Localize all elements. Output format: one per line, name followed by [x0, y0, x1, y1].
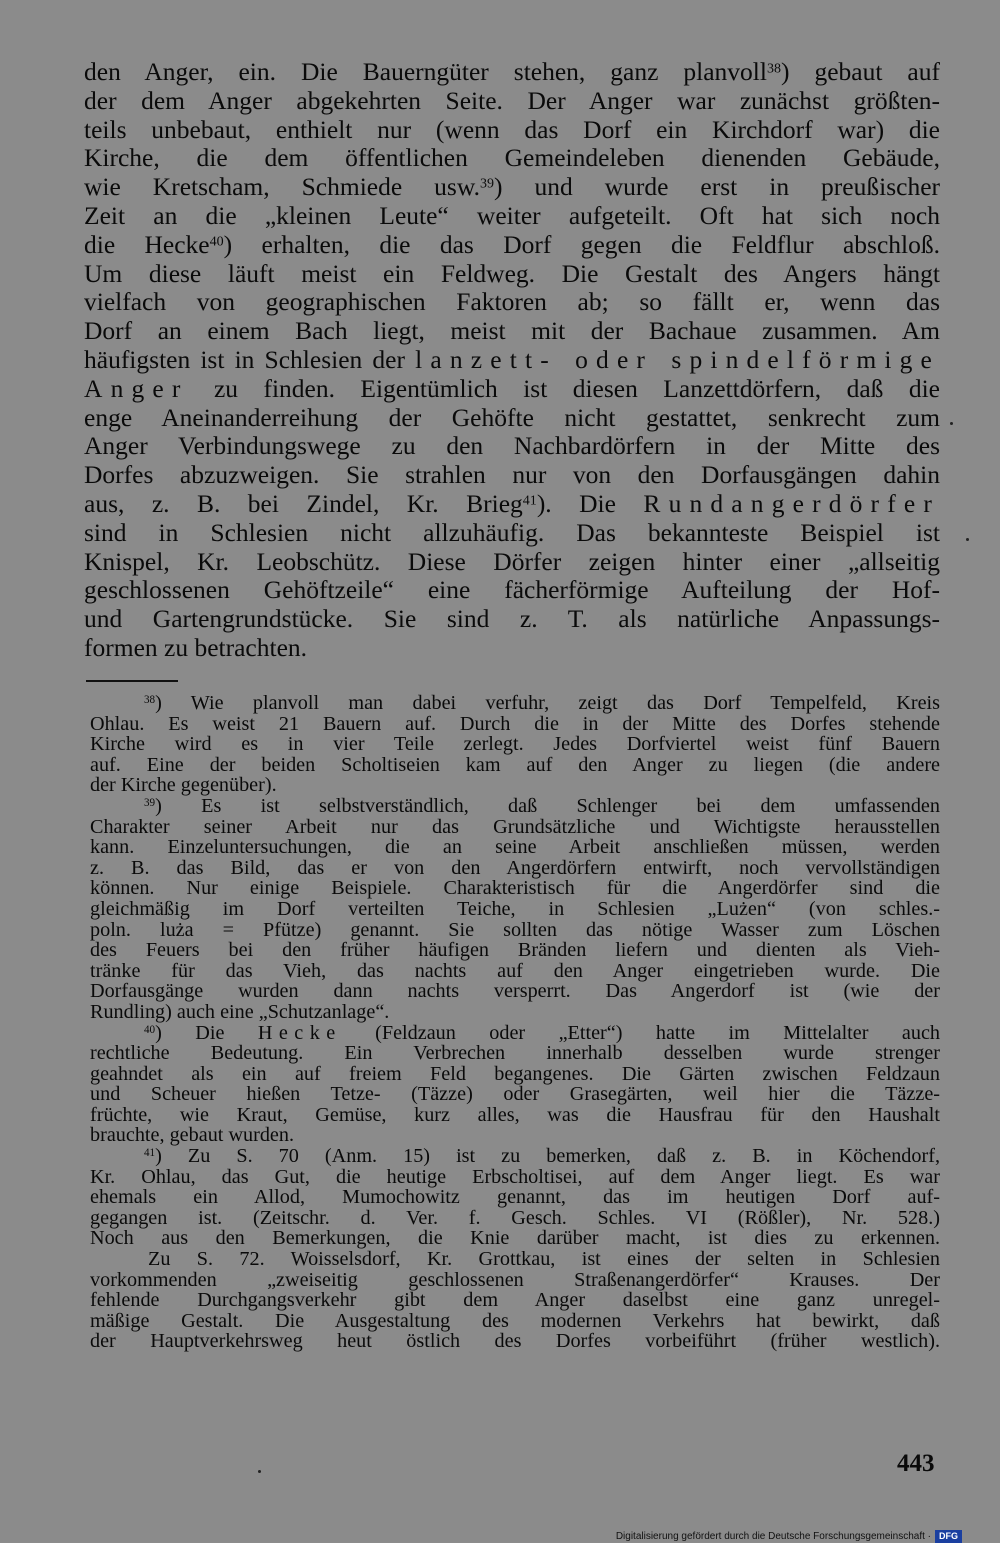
footnote-marker: 39 [144, 796, 156, 809]
footnote-line: früchte, wie Kraut, Gemüse, kurz alles, was die Hausfrau für den Haushalt [90, 1103, 940, 1126]
text-line [84, 490, 940, 519]
text-line [84, 346, 940, 375]
footnote-line: Zu S. 72. Woisselsdorf, Kr. Grottkau, ist eines der selten in Schlesien [148, 1248, 940, 1271]
text-segment: ). Die [536, 488, 644, 518]
footnote-ref: 39 [479, 176, 494, 192]
spaced-emphasis: Anger [84, 373, 189, 403]
footnote-line: $^{38}$) Wie planvoll man dabei verfuhr, zeigt das Dorf Tempelfeld, Kreis [144, 692, 940, 714]
footnote-line: geahndet als ein auf freiem Feld begangenes. Die Gärten zwischen Feldzaun [90, 1062, 940, 1085]
footnote-marker: 40 [144, 1023, 156, 1036]
credit-text: Digitalisierung gefördert durch die Deutsche Forschungsgemeinschaft · [615, 1531, 931, 1542]
footnote-line: poln. luża = Pfütze) genannt. Sie sollten das nötige Wasser zum Löschen [90, 918, 940, 941]
text-segment: den Anger, ein. Die Bauerngüter stehen, ganz planvoll [84, 57, 767, 86]
footnote-line: des Feuers bei den früher häufigen Bränden liefern und dienten als Vieh- [90, 939, 940, 962]
footnote-line: Charakter seiner Arbeit nur das Grundsätzliche und Wichtigste herausstellen [90, 815, 940, 838]
footnote-line: Rundling) auch eine „Schutzanlage“. [90, 1000, 390, 1023]
footnote-line: kann. Einzeluntersuchungen, die an seine Arbeit anschließen müssen, werden [90, 836, 940, 859]
text-line: Anger Verbindungswege zu den Nachbardörfern in der Mitte des [84, 431, 940, 461]
text-line: vielfach von geographischen Faktoren ab; so fällt er, wenn das [84, 287, 940, 317]
footnote-line: auf. Eine der beiden Scholtiseien kam auf den Anger zu liegen (die andere [90, 753, 940, 776]
footnote-line: tränke für das Vieh, das nachts auf den Anger eingetrieben wurde. Die [90, 959, 940, 982]
scan-speck [950, 422, 953, 425]
text-line [84, 375, 940, 404]
spaced-emphasis: Rundangerdörfer [643, 488, 940, 518]
text-line: Kirche, die dem öffentlichen Gemeindeleben dienenden Gebäude, [84, 143, 940, 173]
text-line [84, 58, 940, 87]
text-segment: zu finden. Eigentümlich ist diesen Lanzettdörfern, daß die [188, 373, 940, 403]
footnote-line: fehlende Durchgangsverkehr gibt dem Anger daselbst eine ganz unregel- [90, 1289, 940, 1312]
footnote-ref: 40 [209, 234, 224, 250]
text-segment: die Hecke [84, 229, 210, 259]
footnote-line: Dorfausgänge wurden dann nachts versperrt. Das Angerdorf ist (wie der [90, 980, 940, 1003]
text-segment: ) erhalten, die das Dorf gegen die Feldflur abschloß. [223, 229, 940, 259]
footnote-line: Ohlau. Es weist 21 Bauern auf. Durch die in der Mitte des Dorfes stehende [90, 712, 940, 735]
footnote-line: brauchte, gebaut wurden. [90, 1124, 295, 1147]
body-text [84, 58, 940, 663]
scan-speck [258, 1470, 261, 1473]
footnote-line: mäßige Gestalt. Die Ausgestaltung des modernen Verkehrs hat bewirkt, daß [90, 1309, 940, 1332]
dfg-logo: DFG [935, 1530, 962, 1543]
text-segment: wie Kretscham, Schmiede usw. [84, 172, 480, 202]
text-line: Zeit an die „kleinen Leute“ weiter aufgeteilt. Oft hat sich noch [84, 200, 940, 230]
footnote-line: $^{41}$) Zu S. 70 (Anm. 15) ist zu bemerken, daß z. B. in Köchendorf, [144, 1145, 940, 1168]
footnote-line: gegangen ist. (Zeitschr. d. Ver. f. Gesch. Schles. VI (Rößler), Nr. 528.) [90, 1206, 940, 1229]
footnote-line: rechtliche Bedeutung. Ein Verbrechen innerhalb desselben wurde strenger [90, 1042, 940, 1065]
text-line: Dorfes abzuzweigen. Sie strahlen nur von den Dorfausgängen dahin [84, 460, 940, 490]
text-segment: Es ist selbstverständlich, daß Schlenger bei dem umfassenden [201, 794, 940, 817]
footnote-line: Noch aus den Bemerkungen, die Knie darüber macht, ist dies zu erkennen. [90, 1227, 940, 1250]
spaced-emphasis: lanzett- oder spindelförmige [415, 344, 940, 374]
footnote-line [90, 1023, 940, 1044]
footnote-line: und Scheuer hießen Tetze- (Täzze) oder Grasegärten, weil hier die Täzze- [90, 1083, 940, 1106]
text-line: der dem Anger abgekehrten Seite. Der Anger war zunächst größten- [84, 85, 940, 115]
text-segment: ) gebaut auf [781, 57, 940, 86]
footnote-line: Kr. Ohlau, das Gut, die heutige Erbscholtisei, auf dem Anger liegt. Es war [90, 1165, 940, 1188]
text-line: sind in Schlesien nicht allzuhäufig. Das bekannteste Beispiel ist [84, 517, 940, 547]
footnotes [90, 693, 940, 1352]
text-line: enge Aneinanderreihung der Gehöfte nicht gestattet, senkrecht zum [84, 402, 940, 432]
footnote-line: gleichmäßig im Dorf verteilten Teiche, in Schlesien „Lużen“ (von schles.- [90, 897, 940, 920]
footnote-line: können. Nur einige Beispiele. Charakteristisch für die Angerdörfer sind die [90, 877, 940, 900]
text-line: Um diese läuft meist ein Feldweg. Die Gestalt des Angers hängt [84, 258, 940, 288]
footnote-line: $^{39}$) Es ist selbstverständlich, daß Schlenger bei dem umfassenden [144, 794, 940, 817]
text-line: teils unbebaut, enthielt nur (wenn das Dorf ein Kirchdorf war) die [84, 114, 940, 144]
text-line [84, 173, 940, 202]
text-line: Dorf an einem Bach liegt, meist mit der Bachaue zusammen. Am [84, 316, 940, 346]
footnote-marker: 41 [144, 1146, 156, 1159]
text-line: formen zu betrachten. [84, 632, 308, 662]
text-segment: ) Die [155, 1021, 258, 1044]
footnote-line: der Kirche gegenüber). [90, 774, 277, 797]
spaced-emphasis: Hecke [257, 1021, 342, 1044]
footnote-line: ehemals ein Allod, Mumochowitz genannt, das im heutigen Dorf auf- [90, 1186, 940, 1209]
footnote-line: Kirche wird es in vier Teile zerlegt. Jedes Dorfviertel weist fünf Bauern [90, 733, 940, 756]
page-number: 443 [897, 1450, 935, 1477]
text-line: Knispel, Kr. Leobschütz. Diese Dörfer zeigen hinter einer „allseitig [84, 546, 940, 576]
footnote-line: der Hauptverkehrsweg heut östlich des Dorfes vorbeiführt (früher westlich). [90, 1330, 940, 1353]
text-segment: Zu S. 70 (Anm. 15) ist zu bemerken, daß z. B. in Köchendorf, [187, 1145, 940, 1168]
text-line [84, 231, 940, 260]
text-segment: häufigsten ist in Schlesien der [84, 344, 405, 374]
footnote-line: vorkommenden „zweiseitig geschlossenen Straßenangerdörfer“ Krauses. Der [90, 1268, 940, 1291]
digitization-credit [616, 1530, 962, 1543]
text-segment: aus, z. B. bei Zindel, Kr. Brieg [84, 488, 523, 518]
scan-speck [966, 538, 969, 541]
footnote-marker: 38 [144, 693, 156, 706]
text-line: geschlossenen Gehöftzeile“ eine fächerförmige Aufteilung der Hof- [84, 575, 940, 605]
text-segment: (Feldzaun oder „Etter“) hatte im Mittelalter auch [375, 1021, 941, 1044]
text-segment: Wie planvoll man dabei verfuhr, zeigt das Dorf Tempelfeld, Kreis [190, 692, 940, 714]
footnote-ref: 38 [766, 61, 781, 77]
footnote-separator [86, 680, 178, 682]
text-segment: ) und wurde erst in preußischer [494, 172, 940, 202]
footnote-line: z. B. das Bild, das er von den Angerdörfern entwirft, noch vervollständigen [90, 856, 940, 879]
footnote-ref: 41 [522, 493, 537, 509]
text-line: und Gartengrundstücke. Sie sind z. T. als natürliche Anpassungs- [84, 604, 940, 634]
